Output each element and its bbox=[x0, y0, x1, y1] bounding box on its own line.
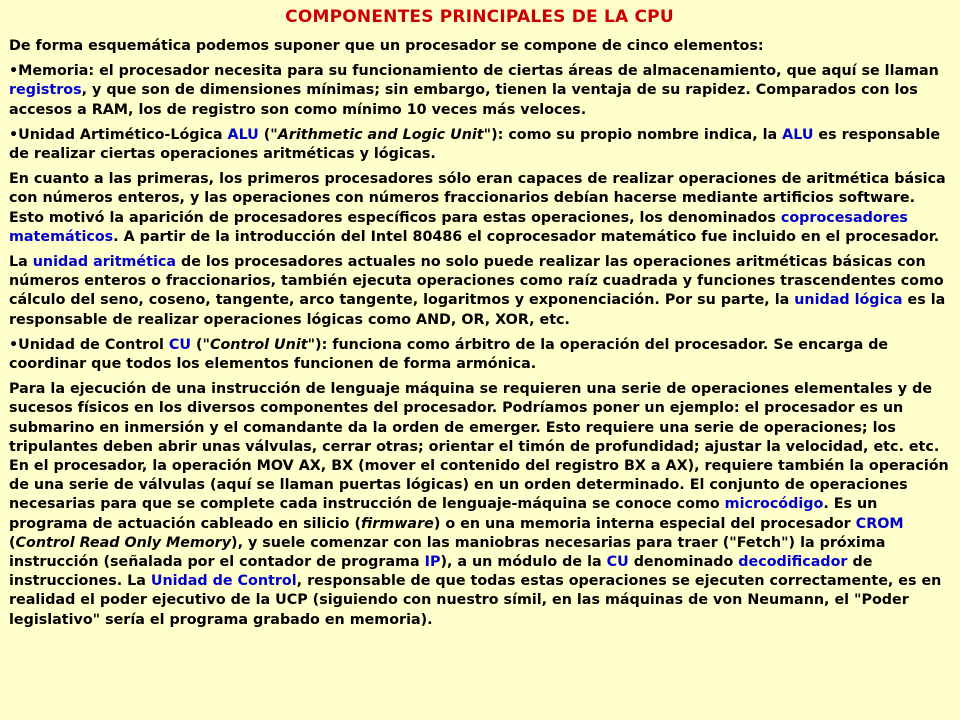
paragraph-text: . A partir de la introducción del Intel 80486 el coprocesador matemático fue incluido en el procesador. bbox=[113, 228, 940, 245]
highlighted-term: microcódigo bbox=[724, 496, 824, 513]
highlighted-term: CU bbox=[168, 336, 192, 353]
paragraph-text: "): como su propio nombre indica, la bbox=[483, 126, 783, 143]
paragraph-text: , y que son de dimensiones mínimas; sin embargo, tienen la ventaja de su rapidez. Comparados con los accesos a RAM, los de registro son como mínimo 10 veces más veloces. bbox=[9, 82, 918, 118]
paragraph-text: de los procesadores actuales no solo puede realizar las operaciones aritméticas básicas con números enteros o fraccionarios, también ejecuta operaciones como raíz cuadrada y funciones trascendentes como cálculo del seno, coseno, tangente, arco tangente, logaritmos y exponenciación. Por su parte, la bbox=[9, 254, 944, 309]
highlighted-term: CROM bbox=[855, 515, 904, 532]
document-body bbox=[9, 37, 950, 630]
italic-term: Control Read Only Memory bbox=[15, 534, 232, 551]
paragraph-text: En cuanto a las primeras, los primeros procesadores sólo eran capaces de realizar operaciones de aritmética básica con números enteros, y las operaciones con números fraccionarios debían hacerse mediante artificios software. Esto motivó la aparición de procesadores específicos para estas operaciones, los denominados bbox=[9, 171, 946, 226]
paragraph-text: es la responsable de realizar operaciones lógicas como AND, OR, XOR, etc. bbox=[9, 292, 946, 328]
paragraph-text: (" bbox=[258, 126, 278, 143]
highlighted-term: CU bbox=[606, 554, 629, 571]
highlighted-term: unidad aritmética bbox=[32, 254, 176, 271]
paragraph-text: de instrucciones. La bbox=[9, 554, 873, 590]
paragraph-text: ), y suele comenzar con las maniobras necesarias para traer ("Fetch") la próxima instrucción (señalada por el contador de programa bbox=[9, 534, 886, 571]
page-title: COMPONENTES PRINCIPALES DE LA CPU bbox=[285, 7, 674, 27]
paragraph-text: (" bbox=[191, 336, 210, 353]
paragraph-text: . Es un programa de actuación cableado en silicio ( bbox=[9, 496, 878, 532]
paragraph-text: ), a un módulo de la bbox=[440, 554, 607, 571]
paragraph-text: Para la ejecución de una instrucción de lenguaje máquina se requieren una serie de operaciones elementales y de sucesos físicos en los diversos componentes del procesador. Podríamos poner un ejemplo: el procesador es un submarino en inmersión y el comandante da la orden de emerger. Esto requiere una serie de operaciones; los tripulantes deben abrir unas válvulas, cerrar otras; orientar el timón de profundidad; ajustar la velocidad, etc. etc. En el procesador, la operación MOV AX, BX (mover el contenido del registro BX a AX), requiere también la operación de una serie de válvulas (aquí se llaman puertas lógicas) en un orden determinado. El conjunto de operaciones necesarias para que se complete cada instrucción de lenguaje-máquina se conoce como bbox=[9, 381, 949, 513]
paragraph-text: ( bbox=[9, 534, 16, 551]
highlighted-term: ALU bbox=[227, 126, 259, 143]
paragraph-text: De forma esquemática podemos suponer que un procesador se compone de cinco elementos: bbox=[9, 38, 764, 54]
italic-term: Control Unit bbox=[209, 336, 308, 353]
paragraph-text: ) o en una memoria interna especial del procesador bbox=[433, 515, 856, 532]
paragraph bbox=[9, 336, 950, 374]
paragraph bbox=[9, 62, 950, 120]
paragraph-text: La bbox=[9, 254, 33, 271]
paragraph bbox=[9, 380, 950, 630]
paragraph bbox=[9, 126, 950, 164]
highlighted-term: unidad lógica bbox=[794, 292, 903, 309]
italic-term: firmware bbox=[361, 515, 434, 532]
paragraph-text: es responsable de realizar ciertas operaciones aritméticas y lógicas. bbox=[9, 126, 941, 163]
paragraph bbox=[9, 37, 950, 56]
italic-term: Arithmetic and Logic Unit bbox=[277, 126, 484, 143]
paragraph-text: denominado bbox=[628, 554, 739, 571]
highlighted-term: coprocesadores matemáticos bbox=[9, 209, 908, 245]
highlighted-term: decodificador bbox=[738, 554, 848, 571]
paragraph-text: , responsable de que todas estas operaciones se ejecuten correctamente, es en realidad el poder ejecutivo de la UCP (siguiendo con nuestro símil, en las máquinas de von Neumann, el "Poder legislativo" sería el programa grabado en memoria). bbox=[9, 573, 942, 628]
paragraph-text: •Unidad Artimético-Lógica bbox=[9, 126, 228, 143]
paragraph bbox=[9, 253, 950, 330]
highlighted-term: IP bbox=[424, 554, 441, 571]
paragraph bbox=[9, 170, 950, 247]
paragraph-text: "): funciona como árbitro de la operación del procesador. Se encarga de coordinar que todos los elementos funcionen de forma armónica. bbox=[9, 336, 889, 373]
paragraph-text: •Memoria: el procesador necesita para su funcionamiento de ciertas áreas de almacenamiento, que aquí se llaman bbox=[9, 63, 939, 80]
highlighted-term: Unidad de Control bbox=[150, 573, 297, 590]
paragraph-text: •Unidad de Control bbox=[9, 336, 169, 353]
highlighted-term: ALU bbox=[782, 126, 814, 143]
highlighted-term: registros bbox=[9, 82, 82, 99]
